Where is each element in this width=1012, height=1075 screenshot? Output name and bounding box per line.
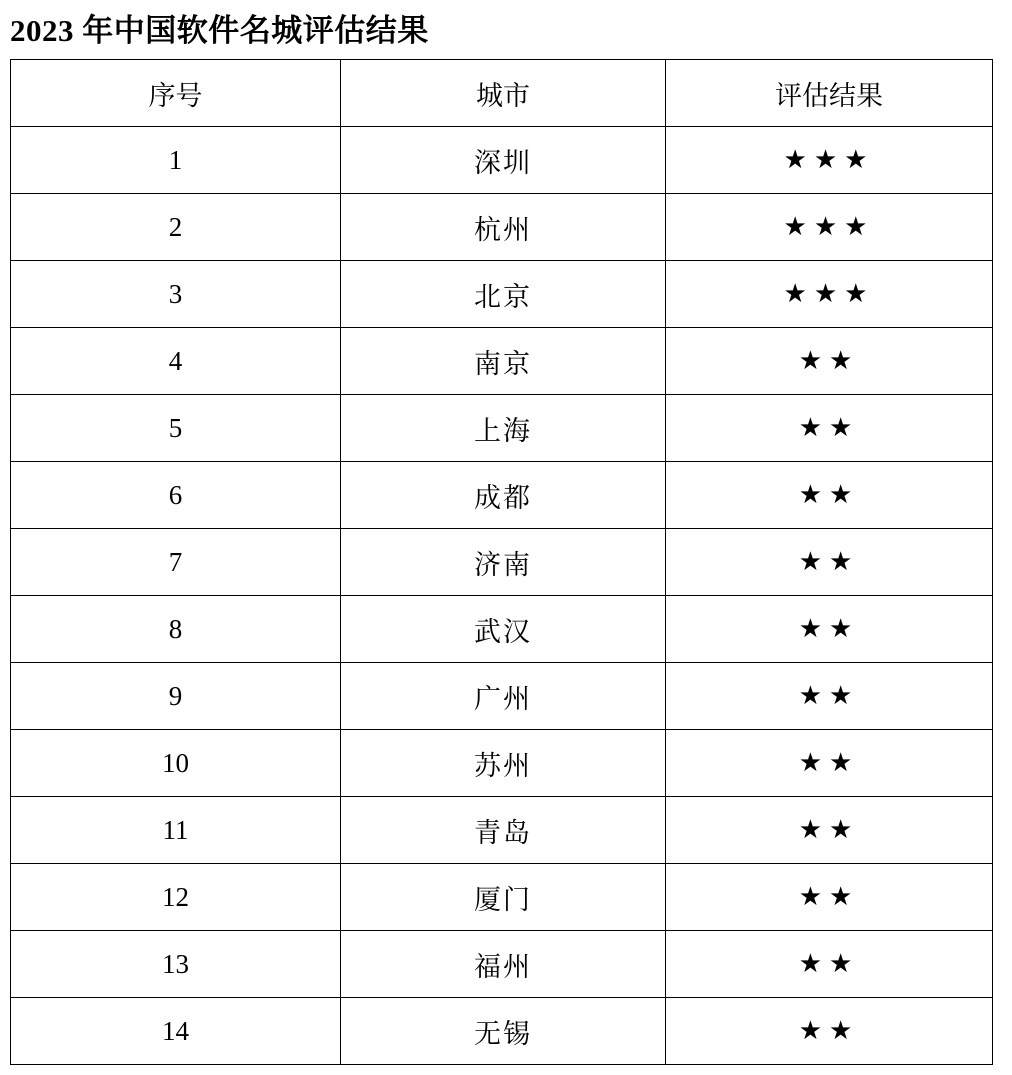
table-row <box>11 998 993 1065</box>
cell-evaluation-stars: ★★ <box>666 864 993 931</box>
cell-evaluation-stars: ★★★ <box>666 261 993 328</box>
table-row <box>11 261 993 328</box>
cell-evaluation-stars: ★★ <box>666 596 993 663</box>
table-row <box>11 797 993 864</box>
cell-index: 14 <box>11 998 341 1065</box>
cell-city: 厦门 <box>341 864 666 931</box>
cell-index: 12 <box>11 864 341 931</box>
column-header-city: 城市 <box>341 60 666 127</box>
table-row <box>11 127 993 194</box>
cell-evaluation-stars: ★★ <box>666 462 993 529</box>
evaluation-results-table <box>10 59 993 1065</box>
cell-index: 4 <box>11 328 341 395</box>
table-row <box>11 328 993 395</box>
column-header-evaluation: 评估结果 <box>666 60 993 127</box>
cell-city: 成都 <box>341 462 666 529</box>
cell-index: 7 <box>11 529 341 596</box>
cell-evaluation-stars: ★★ <box>666 797 993 864</box>
cell-evaluation-stars: ★★★ <box>666 127 993 194</box>
cell-evaluation-stars: ★★ <box>666 931 993 998</box>
cell-city: 武汉 <box>341 596 666 663</box>
cell-city: 杭州 <box>341 194 666 261</box>
cell-index: 9 <box>11 663 341 730</box>
table-row <box>11 864 993 931</box>
cell-index: 5 <box>11 395 341 462</box>
cell-evaluation-stars: ★★ <box>666 998 993 1065</box>
cell-city: 上海 <box>341 395 666 462</box>
cell-evaluation-stars: ★★ <box>666 730 993 797</box>
cell-index: 1 <box>11 127 341 194</box>
cell-evaluation-stars: ★★★ <box>666 194 993 261</box>
cell-index: 10 <box>11 730 341 797</box>
table-row <box>11 663 993 730</box>
cell-city: 青岛 <box>341 797 666 864</box>
table-row <box>11 462 993 529</box>
cell-city: 深圳 <box>341 127 666 194</box>
cell-city: 无锡 <box>341 998 666 1065</box>
cell-evaluation-stars: ★★ <box>666 328 993 395</box>
cell-evaluation-stars: ★★ <box>666 663 993 730</box>
table-row <box>11 730 993 797</box>
table-row <box>11 931 993 998</box>
cell-city: 北京 <box>341 261 666 328</box>
table-row <box>11 194 993 261</box>
cell-index: 2 <box>11 194 341 261</box>
cell-evaluation-stars: ★★ <box>666 529 993 596</box>
cell-city: 广州 <box>341 663 666 730</box>
table-row <box>11 529 993 596</box>
table-header-row <box>11 60 993 127</box>
cell-index: 8 <box>11 596 341 663</box>
cell-index: 6 <box>11 462 341 529</box>
cell-city: 苏州 <box>341 730 666 797</box>
cell-city: 福州 <box>341 931 666 998</box>
table-body <box>11 127 993 1065</box>
cell-index: 11 <box>11 797 341 864</box>
table-row <box>11 596 993 663</box>
table-row <box>11 395 993 462</box>
column-header-index: 序号 <box>11 60 341 127</box>
page-title: 2023 年中国软件名城评估结果 <box>10 13 429 48</box>
cell-index: 13 <box>11 931 341 998</box>
cell-city: 南京 <box>341 328 666 395</box>
cell-city: 济南 <box>341 529 666 596</box>
cell-evaluation-stars: ★★ <box>666 395 993 462</box>
cell-index: 3 <box>11 261 341 328</box>
